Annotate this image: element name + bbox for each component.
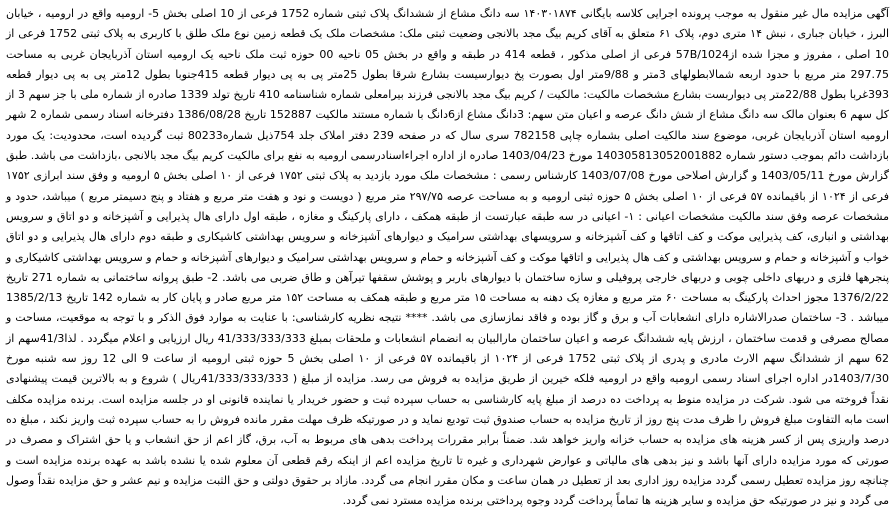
auction-notice-text: آگهی مزایده مال غیر منقول به موجب پرونده اجرایی کلاسه بایگانی ۱۴۰۳۰۱۸۷۴ سه دانگ مشاع از ششدانگ پلاک ثبتی شماره 1752 فرعی از 10 اصلی بخش 5- ارومیه واقع در ارومیه ، خیابان البرز ، خیابان جباری ، نبش ۱۴ متری دوم، پلاک ۶۱ متعلق به آقای کریم بیگ مجد بالانجی وضعیت ثبتی ملک: مشخصات ملک یک قطعه زمین نوع ملک طلق با کاربری به پلاک ثبتی 1752 فرعی از 10 اصلی ، مفروز و مجزا شده از57B/1024 فرعی از اصلی مذکور ، قطعه 414 در طبقه و واقع در بخش 05 ناحیه 00 حوزه ثبت ملک ناحیه یک ارومیه استان آذربایجان غربی به مساحت 297.75 متر مربع با حدود اربعه شمالابطولهای 3متر و 9/88متر اول بصورت پخ دیوارسیست بشارع شرقا بطول 25متر پی به پی دیوار قطعه 415جنوبا بطول 12متر پی به پی دیوار قطعه 393غربا بطول 22/88متر پی دیواربست بشارع مشخصات مالکیت: مالکیت / کریم بیگ مجد بالانجی فرزند بیرامعلی شماره شناسنامه 410 تاریخ تولد 1339 صادره از شماره ملی با جز سهم 3 از کل سهم 6 بعنوان مالک سه دانگ مشاع از شش دانگ عرصه و اعیان متن سهم: 3دانگ مشاع از6دانگ با شماره مستند مالکیت 152887 تاریخ 1386/08/28 دفترخانه اسناد رسمی شماره 2 شهر ارومیه استان آذربایجان غربی، موضوع سند مالکیت اصلی بشماره چاپی 782158 سری سال که در صفحه 239 دفتر املاک جلد 754ذیل شماره80233 ثبت گردیده است، محدودیت: یک مورد بازداشت دائم بموجب دستور شماره 140305813052001882 مورخ 1403/04/23 صادره از اداره اجراءاسنادرسمی ارومیه به نفع برای مالکیت کریم بیگ مجد بالانجی ،بازداشت می باشد. طبق گزارش مورخ 1403/05/11 و گزارش اصلاحی مورخ 1403/07/08 کارشناس رسمی : مشخصات ملک مورد بازدید به پلاک ثبتی ۱۷۵۲ فرعی از ۱۰ اصلی بخش ۵ ارومیه و وفق سند ابرازی ۱۷۵۲ فرعی از ۱۰۲۴ از باقیمانده ۵۷ فرعی از ۱۰ اصلی بخش ۵ حوزه ثبتی ارومیه و به مساحت عرصه ۲۹۷/۷۵ متر مربع ( دویست و نود و هفت متر مربع و هفتاد و پنج دسیمتر مربع ) میباشد، حدود و مشخصات عرصه وفق سند مالکیت مشخصات اعیانی : ۱- اعیانی در سه طبقه عبارتست از طبقه همکف ، دارای پارکینگ و مغازه ، طبقه اول دارای هال پذیرایی و آشپزخانه و دو اتاق و سرویس بهداشتی و انباری، کف پذیرایی موکت و کف اتاقها و کف آشپزخانه و سرویسهای بهداشتی سرامیک و دیوارهای آشپزخانه و سرویس بهداشتی کاشیکاری و طبقه دوم دارای هال پذیرایی و دو اتاق خواب و آشپزخانه و حمام و سرویس بهداشتی و کف هال پذیرایی و اتاقها موکت و کف آشپزخانه و حمام و سرویس بهداشتی سرامیک و دیوارهای آشپزخانه و حمام و سرویس بهداشتی کاشیکاری و پنجرهها فلزی و دربهای داخلی چوبی و دربهای خارجی پروفیلی و سازه ساختمان با دیوارهای باربر و پوشش سقفها تیرآهن و طاق ضربی می باشد. 2- طبق پروانه ساختمانی به شماره 271 تاریخ 1376/2/22 مجوز احداث پارکینگ به مساحت ۶۰ متر مربع و مغازه یک دهنه به مساحت ۱۵ متر مربع و طبقه همکف به مساحت ۱۵۲ متر مربع صادر و پایان کار به شماره 142 تاریخ 1385/2/13 میباشد . 3- ساختمان صدرالاشاره دارای انشعابات آب و برق و گاز بوده و فاقد نمازسازی می باشد. **** نتیجه نظریه کارشناسی: با عنایت به موارد فوق الذکر و با توجه به موقعیت، مساحت و مصالح مصرفی و قدمت ساختمان ، ارزش پایه ششدانگ عرصه و اعیان ساختمان مارالبیان به انضمام انشعابات و ملحقات بمبلغ 41/333/333/333 ریال ارزیابی و اعلام میگردد . لذا41/3سهم از 62 سهم از ششدانگ سهم الارث مادری و پدری از پلاک ثبتی 1752 فرعی از ۱۰۲۴ از باقیمانده ۵۷ فرعی از ۱۰ اصلی بخش 5 حوزه ثبتی ارومیه از ساعت 9 الی 12 روز سه شنبه مورخ 1403/7/30در اداره اجرای اسناد رسمی ارومیه واقع در ارومیه فلکه خیرین از طریق مزایده به فروش می رسد. مزایده از مبلغ ( 41/333/333/333ریال ) شروع و به بالاترین قیمت پیشنهادی نقداً فروخته می شود. شرکت در مزایده منوط به پرداخت ده درصد از مبلغ پایه کارشناسی به حساب سپرده ثبت و حضور خریدار یا نماینده قانونی او در جلسه مزایده است. برنده مزایده مکلف است مابه التفاوت مبلغ فروش را ظرف مدت پنج روز از تاریخ مزایده به حساب صندوق ثبت تودیع نماید و در صورتیکه ظرف مهلت مقرر مانده فروش را به حساب سپرده ثبت واریز نکند ، مبلغ ده درصد واریزی پس از کسر هزینه های مزایده به حساب خزانه واریز خواهد شد. ضمناً برابر مقررات پرداخت بدهی های مربوط به آب، برق، گاز اعم از حق انشعاب و یا حق اشتراک و مصرف در صورتی که مورد مزایده دارای آنها باشد و نیز بدهی های مالیاتی و عوارض شهرداری و غیره تا تاریخ مزایده اعم از اینکه رقم قطعی آن معلوم شده یا نشده باشد به عهده برنده مزایده است و چنانچه روز مزایده تعطیل رسمی گردد مزایده روز اداری بعد از تعطیل در همان ساعت و مکان مقرر انجام می گردد. مازاد بر حقوق دولتی و حق الثبت مزایده و نیم عشر و حق مزایده نقداً وصول می گردد و نیز در صورتیکه حق مزایده و سایر هزینه ها تماماً پرداخت گردد وجوه پرداختی برنده مزایده مسترد نمی گردد.	[6, 7, 890, 508]
